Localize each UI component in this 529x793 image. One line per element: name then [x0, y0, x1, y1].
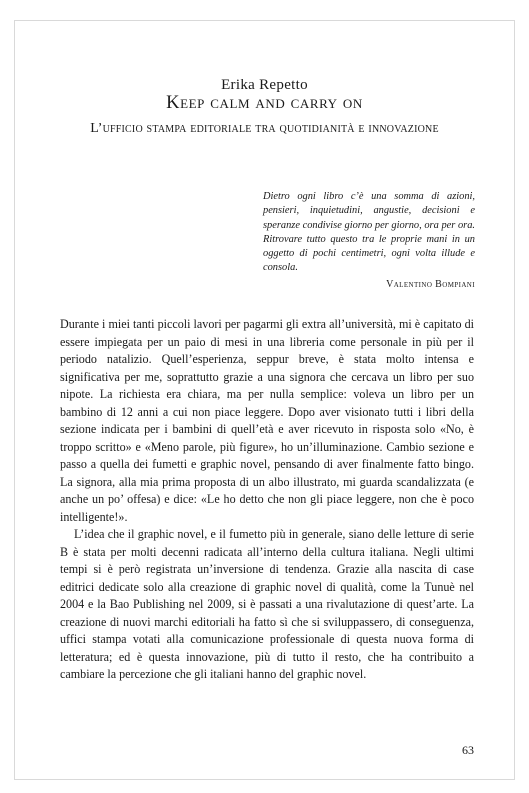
chapter-author: Erika Repetto — [221, 77, 308, 93]
page-number: 63 — [462, 743, 474, 757]
body-text — [60, 316, 474, 684]
body-paragraph: L’idea che il graphic novel, e il fumetto più in generale, siano delle letture di serie B è stata per molti decenni radicata all’interno della cultura italiana. Negli ultimi tempi si è però registrata un’inversione di tendenza. Grazie alla nascita di case editrici dedicate solo alla creazione di graphic novel di qualità, come la Tunuè nel 2004 e la Bao Publishing nel 2009, si è passati a una rivalutazione di quest’arte. La creazione di nuovi marchi editoriali ha fatto sì che si sviluppassero, di conseguenza, uffici stampa votati alla comunicazione professionale di questa nuova forma di letteratura; ed è questa innovazione, più di tutto il resto, che ha contribuito a cambiare la percezione che gli italiani hanno del graphic novel. — [60, 527, 474, 681]
epigraph-attribution: Valentino Bompiani — [386, 279, 475, 290]
chapter-subtitle: L’ufficio stampa editoriale tra quotidianità e innovazione — [90, 121, 439, 136]
body-paragraph: Durante i miei tanti piccoli lavori per pagarmi gli extra all’università, mi è capitato di essere impiegata per un paio di mesi in una libreria come personale in più per il periodo natalizio. Quell’esperienza, seppur breve, è stata molto intensa e significativa per me, soprattutto grazie a una signora che cercava un libro per suo nipote. La richiesta era chiara, ma per nulla semplice: voleva un libro per un bambino di 12 anni a cui non piace leggere. Dopo aver visionato tutti i libri della sezione indicata per i bambini di quell’età e aver ricevuto in risposta solo «No, è troppo scritto» e «Meno parole, più figure», ho un’illuminazione. Cambio sezione e passo a quella dei fumetti e graphic novel, pensando di aver finalmente fatto bingo. La signora, alla mia prima proposta di un albo illustrato, mi guarda scandalizzata (e anche un po’ offesa) e dice: «Le ho detto che non gli piace leggere, non che è poco intelligente!». — [60, 317, 474, 524]
epigraph-quote: Dietro ogni libro c’è una somma di azioni, pensieri, inquietudini, angustie, decisioni e speranze condivise giorno per giorno, ora per ora. Ritrovare tutto questo tra le proprie mani in un oggetto di pochi centimetri, ogni volta illude e consola. — [263, 191, 475, 274]
chapter-title: Keep calm and carry on — [166, 93, 363, 113]
